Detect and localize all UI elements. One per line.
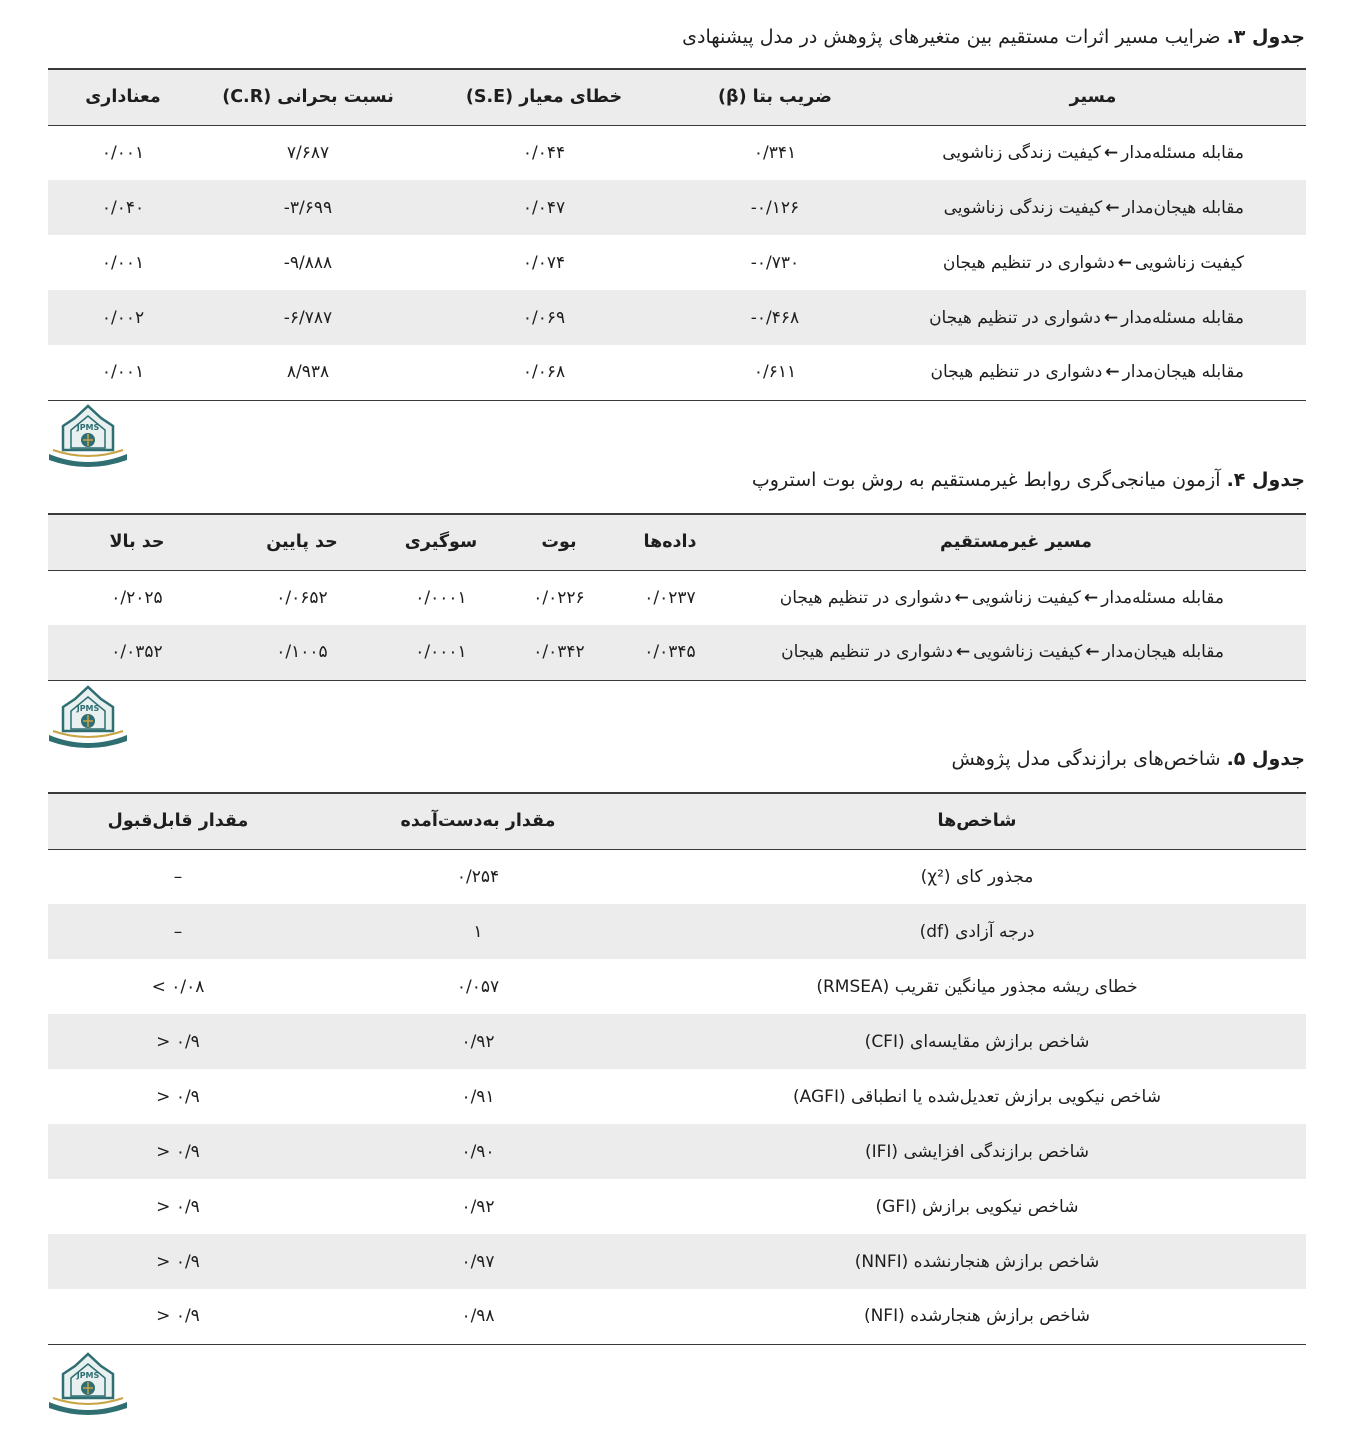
- table5-caption-label: جدول ۵.: [1226, 748, 1305, 770]
- index-abbr: IFI: [871, 1141, 892, 1162]
- path-cell: [880, 125, 1306, 180]
- lower-cell: [226, 570, 378, 625]
- acceptable-cell: [48, 1179, 308, 1234]
- path-from: مقابله هیجان‌مدار: [1122, 362, 1244, 383]
- index-name: شاخص برازش هنجارشده: [910, 1306, 1091, 1327]
- table3-header-row: [48, 69, 1306, 125]
- table5-caption-text: شاخص‌های برازندگی مدل پژوهش: [951, 748, 1227, 770]
- cr-cell: [198, 345, 418, 400]
- table-row: [48, 290, 1306, 345]
- obtained-cell: [308, 959, 648, 1014]
- index-name-cell: خطای ریشه مجذور میانگین تقریب (RMSEA): [816, 976, 1138, 997]
- path-b: کیفیت زناشویی: [973, 642, 1083, 663]
- se-cell: [418, 345, 670, 400]
- bias-cell-value: ۰/۰۰۰۱: [415, 642, 467, 663]
- path-to: دشواری در تنظیم هیجان: [929, 307, 1101, 328]
- cr-cell-value: -۹/۸۸۸: [283, 252, 333, 273]
- obtained-cell-value: ۰/۰۵۷: [456, 976, 500, 997]
- table-row: [48, 345, 1306, 400]
- table4-caption-label: جدول ۴.: [1226, 469, 1305, 491]
- upper-cell-value: ۰/۰۳۵۲: [111, 642, 163, 663]
- beta-cell-value: -۰/۷۳۰: [750, 252, 800, 273]
- upper-cell: [48, 625, 226, 680]
- obtained-cell: [308, 1234, 648, 1289]
- sig-cell-value: ۰/۰۰۲: [101, 307, 145, 328]
- index-name: درجه آزادی: [955, 921, 1035, 942]
- table4-header-upper: حد بالا: [48, 514, 226, 570]
- sig-cell: [48, 235, 198, 290]
- acceptable-cell-value: ۰/۹ <: [156, 1031, 200, 1052]
- obtained-cell: [308, 904, 648, 959]
- beta-cell-value: ۰/۶۱۱: [753, 362, 797, 383]
- cr-cell-value: -۳/۶۹۹: [283, 197, 333, 218]
- acceptable-cell-value: ۰/۹ <: [156, 1196, 200, 1217]
- index-name-cell: مجذور کای (χ²): [920, 866, 1034, 887]
- data-cell: [614, 570, 726, 625]
- sig-cell-value: ۰/۰۰۱: [101, 142, 145, 163]
- arrow-left-icon: ←: [1085, 642, 1100, 663]
- arrow-left-icon: ←: [955, 642, 971, 663]
- table-row: [48, 1069, 1306, 1124]
- table-row: [48, 125, 1306, 180]
- index-name: شاخص برازش هنجارنشده: [913, 1251, 1100, 1272]
- path-cell: [726, 570, 1306, 625]
- table4-header-row: [48, 514, 1306, 570]
- beta-cell: [670, 180, 880, 235]
- upper-cell-value: ۰/۲۰۲۵: [111, 587, 163, 608]
- index-name: خطای ریشه مجذور میانگین تقریب: [894, 976, 1138, 997]
- acceptable-cell: [48, 1234, 308, 1289]
- bias-cell: [378, 625, 504, 680]
- acceptable-cell: [48, 1289, 308, 1344]
- sig-cell-value: ۰/۰۰۱: [101, 252, 145, 273]
- obtained-cell: [308, 1124, 648, 1179]
- table-row: [48, 625, 1306, 680]
- beta-cell-value: -۰/۱۲۶: [750, 197, 800, 218]
- beta-cell-value: -۰/۴۶۸: [750, 307, 800, 328]
- arrow-left-icon: ←: [1103, 307, 1119, 328]
- arrow-left-icon: ←: [954, 587, 969, 608]
- index-abbr: df: [926, 921, 944, 942]
- table4-caption: [752, 471, 1305, 490]
- obtained-cell: [308, 1179, 648, 1234]
- index-name: شاخص برازش مقایسه‌ای: [910, 1031, 1090, 1052]
- bias-cell-value: ۰/۰۰۰۱: [415, 587, 467, 608]
- table-row: [48, 180, 1306, 235]
- obtained-cell-value: ۰/۹۲: [461, 1196, 495, 1217]
- obtained-cell-value: ۰/۹۷: [461, 1251, 495, 1272]
- index-abbr: AGFI: [799, 1086, 839, 1107]
- index-abbr: NFI: [870, 1306, 899, 1327]
- obtained-cell-value: ۱: [473, 921, 483, 942]
- table4-header-lower: حد پایین: [226, 514, 378, 570]
- arrow-left-icon: ←: [1105, 362, 1120, 383]
- path-cell: [880, 290, 1306, 345]
- path-to: کیفیت زندگی زناشویی: [942, 142, 1101, 163]
- se-cell: [418, 290, 670, 345]
- table-row: [48, 959, 1306, 1014]
- obtained-cell-value: ۰/۹۲: [461, 1031, 495, 1052]
- acceptable-cell-value: ۰/۰۸ >: [151, 976, 205, 997]
- table4-header-boot: بوت: [504, 514, 614, 570]
- lower-cell-value: ۰/۰۶۵۲: [276, 587, 328, 608]
- acceptable-cell: [48, 904, 308, 959]
- se-cell-value: ۰/۰۶۹: [522, 307, 566, 328]
- index-name-cell: شاخص برازش هنجارنشده (NNFI): [648, 1234, 1306, 1289]
- lower-cell-value: ۰/۱۰۰۵: [276, 642, 328, 663]
- path-cell: [880, 235, 1306, 290]
- path-to: کیفیت زندگی زناشویی: [943, 197, 1103, 218]
- table5-header-index: شاخص‌ها: [648, 793, 1306, 849]
- path-to: دشواری در تنظیم هیجان: [942, 252, 1115, 273]
- index-name: شاخص برازندگی افزایشی: [903, 1141, 1090, 1162]
- table3-header-path: مسیر: [880, 69, 1306, 125]
- index-name-cell: شاخص برازندگی افزایشی (IFI): [648, 1124, 1306, 1179]
- table-row: [48, 1124, 1306, 1179]
- sig-cell: [48, 125, 198, 180]
- index-name-cell: شاخص نیکویی برازش (GFI): [875, 1196, 1079, 1217]
- table5-caption: [951, 750, 1305, 769]
- journal-logo-icon: [45, 1352, 131, 1416]
- acceptable-cell-value: ۰/۹ <: [156, 1306, 200, 1327]
- svg-text:JPMS: JPMS: [76, 704, 100, 713]
- table-row: [48, 849, 1306, 904]
- index-name-cell: درجه آزادی (df): [648, 904, 1306, 959]
- se-cell-value: ۰/۰۴۴: [522, 142, 566, 163]
- data-cell-value: ۰/۰۲۳۷: [644, 587, 696, 608]
- sig-cell: [48, 345, 198, 400]
- sig-cell: [48, 290, 198, 345]
- table-row: [48, 1234, 1306, 1289]
- table4-caption-text: آزمون میانجی‌گری روابط غیرمستقیم به روش بوت استروپ: [751, 469, 1227, 491]
- boot-cell: [504, 625, 614, 680]
- beta-cell: [670, 290, 880, 345]
- table-row: [48, 904, 1306, 959]
- table-row: [48, 570, 1306, 625]
- index-abbr: CFI: [871, 1031, 898, 1052]
- path-c: دشواری در تنظیم هیجان: [781, 642, 953, 663]
- table5-header-row: [48, 793, 1306, 849]
- table4-header-bias: سوگیری: [378, 514, 504, 570]
- data-cell-value: ۰/۰۳۴۵: [644, 642, 696, 663]
- acceptable-cell: [48, 1124, 308, 1179]
- table5-header-acceptable: مقدار قابل‌قبول: [48, 793, 308, 849]
- path-cell: [726, 625, 1306, 680]
- table3-header-sig: معناداری: [48, 69, 198, 125]
- path-c: دشواری در تنظیم هیجان: [779, 587, 952, 608]
- obtained-cell-value: ۰/۲۵۴: [456, 866, 500, 887]
- acceptable-cell-value: ۰/۹ <: [156, 1086, 200, 1107]
- index-name: شاخص نیکویی برازش: [922, 1196, 1079, 1217]
- se-cell: [418, 125, 670, 180]
- index-name-cell: شاخص نیکویی برازش تعدیل‌شده یا انطباقی (AGFI): [793, 1086, 1161, 1107]
- path-from: مقابله هیجان‌مدار: [1122, 197, 1244, 218]
- table4-header-data: داده‌ها: [614, 514, 726, 570]
- table5: [48, 792, 1306, 1345]
- upper-cell: [48, 570, 226, 625]
- journal-logo-icon: [45, 404, 131, 468]
- svg-text:JPMS: JPMS: [76, 423, 100, 432]
- obtained-cell: [308, 1069, 648, 1124]
- acceptable-cell-value: ۰/۹ <: [156, 1251, 200, 1272]
- index-name-cell: شاخص برازش هنجارشده (NFI): [863, 1306, 1091, 1327]
- table3-header-beta: ضریب بتا (β): [670, 69, 880, 125]
- arrow-left-icon: ←: [1117, 252, 1132, 273]
- acceptable-cell-value: –: [173, 921, 183, 942]
- arrow-left-icon: ←: [1083, 587, 1099, 608]
- index-abbr: χ²: [927, 866, 944, 887]
- obtained-cell: [308, 1289, 648, 1344]
- table-row: [48, 1289, 1306, 1344]
- path-cell: [880, 180, 1306, 235]
- table3-header-se: خطای معیار (S.E): [418, 69, 670, 125]
- sig-cell: [48, 180, 198, 235]
- cr-cell: [198, 125, 418, 180]
- table3-caption-label: جدول ۳.: [1226, 26, 1305, 48]
- path-a: مقابله هیجان‌مدار: [1102, 642, 1224, 663]
- acceptable-cell-value: –: [173, 866, 183, 887]
- index-name-cell: شاخص برازش مقایسه‌ای (CFI): [648, 1014, 1306, 1069]
- acceptable-cell-value: ۰/۹ <: [156, 1141, 200, 1162]
- acceptable-cell: [48, 1014, 308, 1069]
- beta-cell-value: ۰/۳۴۱: [753, 142, 797, 163]
- table3: [48, 68, 1306, 401]
- beta-cell: [670, 345, 880, 400]
- se-cell-value: ۰/۰۷۴: [522, 252, 566, 273]
- obtained-cell-value: ۰/۹۰: [461, 1141, 495, 1162]
- path-to: دشواری در تنظیم هیجان: [930, 362, 1103, 383]
- arrow-left-icon: ←: [1105, 197, 1120, 218]
- table4: [48, 513, 1306, 681]
- obtained-cell: [308, 1014, 648, 1069]
- table-row: [48, 1179, 1306, 1234]
- cr-cell-value: ۸/۹۳۸: [286, 362, 330, 383]
- path-from: کیفیت زناشویی: [1134, 252, 1244, 273]
- data-cell: [614, 625, 726, 680]
- beta-cell: [670, 235, 880, 290]
- table5-header-obtained: مقدار به‌دست‌آمده: [308, 793, 648, 849]
- cr-cell: [198, 180, 418, 235]
- path-b: کیفیت زناشویی: [971, 587, 1081, 608]
- bias-cell: [378, 570, 504, 625]
- sig-cell-value: ۰/۰۴۰: [101, 197, 145, 218]
- se-cell: [418, 235, 670, 290]
- acceptable-cell: [48, 849, 308, 904]
- svg-text:JPMS: JPMS: [76, 1371, 100, 1380]
- acceptable-cell: [48, 1069, 308, 1124]
- cr-cell-value: ۷/۶۸۷: [286, 142, 330, 163]
- obtained-cell-value: ۰/۹۱: [461, 1086, 495, 1107]
- index-abbr: RMSEA: [822, 976, 883, 997]
- beta-cell: [670, 125, 880, 180]
- arrow-left-icon: ←: [1103, 142, 1119, 163]
- table3-header-cr: نسبت بحرانی (C.R): [198, 69, 418, 125]
- obtained-cell-value: ۰/۹۸: [461, 1306, 495, 1327]
- table-row: [48, 235, 1306, 290]
- boot-cell-value: ۰/۰۲۲۶: [533, 587, 585, 608]
- index-name: مجذور کای: [955, 866, 1034, 887]
- table-row: [48, 1014, 1306, 1069]
- cr-cell: [198, 290, 418, 345]
- se-cell-value: ۰/۰۴۷: [522, 197, 566, 218]
- se-cell: [418, 180, 670, 235]
- path-from: مقابله مسئله‌مدار: [1121, 307, 1244, 328]
- index-abbr: NNFI: [861, 1251, 902, 1272]
- table3-caption: [682, 28, 1305, 47]
- index-name: شاخص نیکویی برازش تعدیل‌شده یا انطباقی: [851, 1086, 1161, 1107]
- cr-cell-value: -۶/۷۸۷: [283, 307, 333, 328]
- table4-header-path: مسیر غیرمستقیم: [726, 514, 1306, 570]
- cr-cell: [198, 235, 418, 290]
- table3-caption-text: ضرایب مسیر اثرات مستقیم بین متغیرهای پژوهش در مدل پیشنهادی: [682, 26, 1227, 48]
- se-cell-value: ۰/۰۶۸: [522, 362, 566, 383]
- acceptable-cell: [48, 959, 308, 1014]
- index-abbr: GFI: [882, 1196, 911, 1217]
- boot-cell-value: ۰/۰۳۴۲: [533, 642, 585, 663]
- lower-cell: [226, 625, 378, 680]
- obtained-cell: [308, 849, 648, 904]
- path-a: مقابله مسئله‌مدار: [1101, 587, 1224, 608]
- boot-cell: [504, 570, 614, 625]
- path-cell: [880, 345, 1306, 400]
- path-from: مقابله مسئله‌مدار: [1121, 142, 1244, 163]
- journal-logo-icon: [45, 685, 131, 749]
- sig-cell-value: ۰/۰۰۱: [101, 362, 145, 383]
